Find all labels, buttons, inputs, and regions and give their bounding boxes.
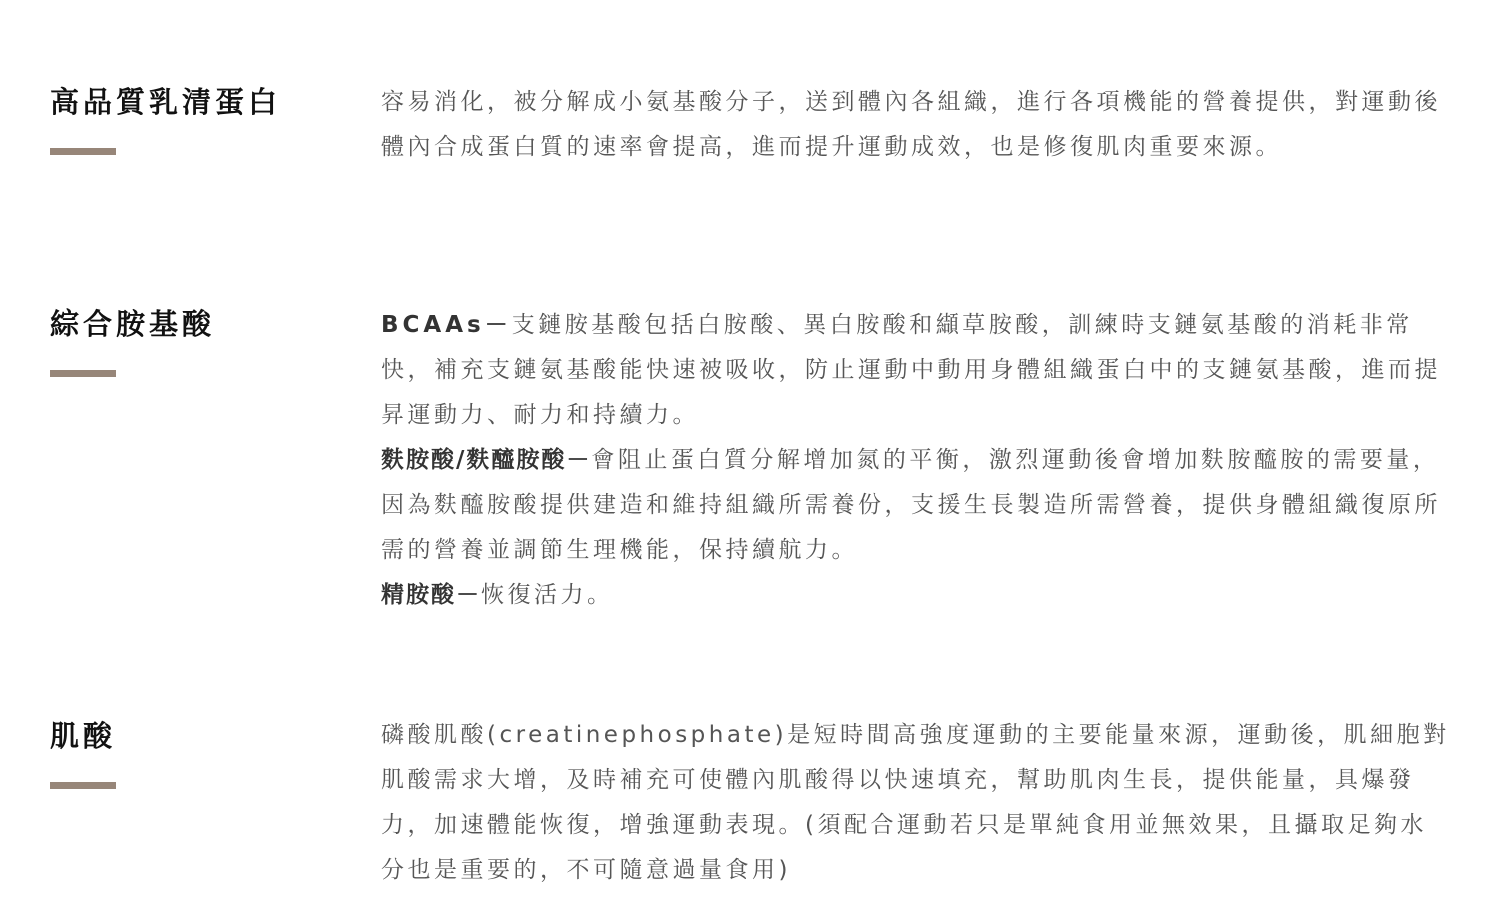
body-paragraph: [381, 80, 1451, 170]
section-title: 肌酸: [50, 719, 117, 753]
title-underline: [50, 370, 116, 377]
paragraph-lead: 精胺酸－: [381, 582, 481, 608]
title-underline: [50, 782, 116, 789]
paragraph-text: 支鏈胺基酸包括白胺酸、異白胺酸和纈草胺酸，訓練時支鏈氨基酸的消耗非常快，補充支鏈氨基酸能快速被吸收，防止運動中動用身體組織蛋白中的支鏈氨基酸，進而提昇運動力、耐力和持續力。: [381, 312, 1441, 428]
body-paragraph-glutamine: [381, 438, 1451, 573]
section-body: [381, 80, 1451, 170]
body-paragraph-bcaas: [381, 303, 1451, 438]
section-title: 綜合胺基酸: [50, 307, 216, 341]
body-paragraph: [381, 713, 1451, 893]
paragraph-text: 磷酸肌酸(creatinephosphate)是短時間高強度運動的主要能量來源，運動後，肌細胞對肌酸需求大增，及時補充可使體內肌酸得以快速填充，幫助肌肉生長，提供能量，具爆發力，加速體能恢復，增強運動表現。(須配合運動若只是單純食用並無效果，且攝取足夠水分也是重要的，不可隨意過量食用): [381, 722, 1450, 883]
paragraph-text: 恢復活力。: [481, 582, 614, 608]
paragraph-lead: BCAAs－: [381, 312, 512, 338]
paragraph-text: 會阻止蛋白質分解增加氮的平衡，激烈運動後會增加麩胺醯胺的需要量，因為麩醯胺酸提供建造和維持組織所需養份，支援生長製造所需營養，提供身體組織復原所需的營養並調節生理機能，保持續航力。: [381, 447, 1441, 563]
section-body: [381, 713, 1451, 893]
section-body: [381, 303, 1451, 618]
paragraph-lead: 麩胺酸/麩醯胺酸－: [381, 447, 592, 473]
title-underline: [50, 148, 116, 155]
body-paragraph-arginine: [381, 573, 1451, 618]
paragraph-text: 容易消化，被分解成小氨基酸分子，送到體內各組織，進行各項機能的營養提供，對運動後體內合成蛋白質的速率會提高，進而提升運動成效，也是修復肌肉重要來源。: [381, 89, 1441, 160]
section-title: 高品質乳清蛋白: [50, 85, 282, 119]
